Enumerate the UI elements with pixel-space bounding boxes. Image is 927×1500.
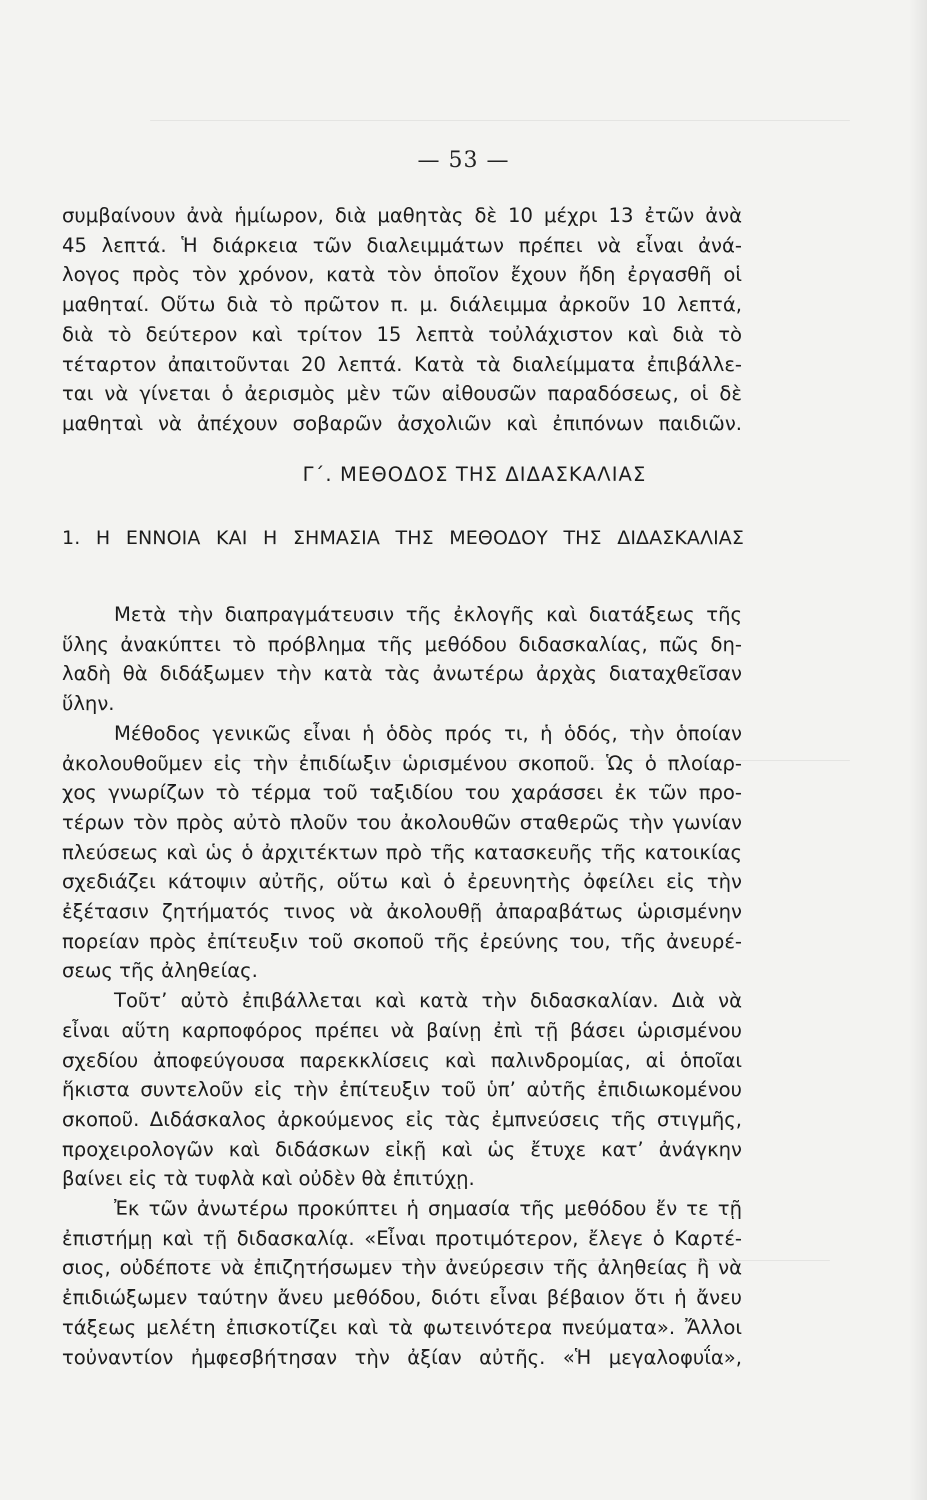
paragraph-continuation <box>62 201 742 439</box>
text-line: Ἐκ τῶν ἀνωτέρω προκύπτει ἡ σημασία τῆς μεθόδου ἔν τε τῇ <box>114 1197 742 1221</box>
text-line: τέρων τὸν πρὸς αὐτὸ πλοῦν του ἀκολουθῶν σταθερῶς τὴν γωνίαν <box>62 810 742 834</box>
text-line: Μέθοδος γενικῶς εἶναι ἡ ὁδὸς πρός τι, ἡ ὁδός, τὴν ὁποίαν <box>114 721 742 745</box>
text-line: μαθηταὶ νὰ ἀπέχουν σοβαρῶν ἀσχολιῶν καὶ ἐπιπόνων παιδιῶν. <box>62 411 742 435</box>
text-line: ἐπιδιώξωμεν ταύτην ἄνευ μεθόδου, διότι εἶναι βέβαιον ὅτι ἡ ἄνευ <box>62 1286 742 1310</box>
text-line: πορείαν πρὸς ἐπίτευξιν τοῦ σκοποῦ τῆς ἐρεύνης του, τῆς ἀνευρέ- <box>62 929 742 953</box>
bleed-through-left <box>150 120 850 121</box>
text-line: σκοποῦ. Διδάσκαλος ἀρκούμενος εἰς τὰς ἐμπνεύσεις τῆς στιγμῆς, <box>62 1107 742 1131</box>
page-edge-shadow <box>909 0 927 1500</box>
text-line: ὕλην. <box>62 692 115 716</box>
text-line: διὰ τὸ δεύτερον καὶ τρίτον 15 λεπτὰ τοὐλάχιστον καὶ διὰ τὸ <box>62 322 742 346</box>
text-line: εἶναι αὕτη καρποφόρος πρέπει νὰ βαίνῃ ἐπὶ τῇ βάσει ὡρισμένου <box>62 1018 742 1042</box>
text-line: βαίνει εἰς τὰ τυφλὰ καὶ οὐδὲν θὰ ἐπιτύχῃ. <box>62 1167 475 1191</box>
text-line: τοὐναντίον ἠμφεσβήτησαν τὴν ἀξίαν αὐτῆς. «Ἡ μεγαλοφυΐα», <box>62 1345 742 1369</box>
text-line: τάξεως μελέτη ἐπισκοτίζει καὶ τὰ φωτεινότερα πνεύματα». Ἄλλοι <box>62 1315 742 1339</box>
text-line: προχειρολογῶν καὶ διδάσκων εἰκῇ καὶ ὡς ἔτυχε κατ’ ἀνάγκην <box>62 1137 742 1161</box>
text-line: σιος, οὐδέποτε νὰ ἐπιζητήσωμεν τὴν ἀνεύρεσιν τῆς ἀληθείας ἢ νὰ <box>62 1256 742 1280</box>
text-line: τέταρτον ἀπαιτοῦνται 20 λεπτά. Κατὰ τὰ διαλείμματα ἐπιβάλλε- <box>62 352 742 376</box>
text-line: μαθηταί. Οὕτω διὰ τὸ πρῶτον π. μ. διάλειμμα ἀρκοῦν 10 λεπτά, <box>62 293 742 317</box>
text-line: Τοῦτ’ αὐτὸ ἐπιβάλλεται καὶ κατὰ τὴν διδασκαλίαν. Διὰ νὰ <box>114 989 742 1013</box>
text-line: σχεδιάζει κάτοψιν αὐτῆς, οὕτω καὶ ὁ ἐρευνητὴς ὀφείλει εἰς τὴν <box>62 870 742 894</box>
text-line: ἥκιστα συντελοῦν εἰς τὴν ἐπίτευξιν τοῦ ὑπ’ αὐτῆς ἐπιδιωκομένου <box>62 1078 742 1102</box>
text-line: ἐξέτασιν ζητήματός τινος νὰ ἀκολουθῇ ἀπαραβάτως ὡρισμένην <box>62 900 742 924</box>
text-line: 45 λεπτά. Ἡ διάρκεια τῶν διαλειμμάτων πρέπει νὰ εἶναι ἀνά- <box>62 233 742 257</box>
subsection-heading: 1. Η ΕΝΝΟΙΑ ΚΑΙ Η ΣΗΜΑΣΙΑ ΤΗΣ ΜΕΘΟΔΟΥ ΤΗΣ ΔΙΔΑΣΚΑΛΙΑΣ <box>62 527 744 549</box>
body-text <box>62 600 742 1372</box>
page-number: — 53 — <box>417 148 510 173</box>
text-line: ἀκολουθοῦμεν εἰς τὴν ἐπιδίωξιν ὡρισμένου σκοποῦ. Ὡς ὁ πλοίαρ- <box>62 751 742 775</box>
text-line: ται νὰ γίνεται ὁ ἀερισμὸς μὲν τῶν αἰθουσῶν παραδόσεως, οἱ δὲ <box>62 382 742 406</box>
text-line: ἐπιστήμῃ καὶ τῇ διδασκαλίᾳ. «Εἶναι προτιμότερον, ἔλεγε ὁ Καρτέ- <box>62 1226 742 1250</box>
section-heading: Γ΄. ΜΕΘΟΔΟΣ ΤΗΣ ΔΙΔΑΣΚΑΛΙΑΣ <box>302 463 647 486</box>
text-line: λογος πρὸς τὸν χρόνον, κατὰ τὸν ὁποῖον ἔχουν ἤδη ἐργασθῆ οἱ <box>62 263 742 287</box>
text-line: συμβαίνουν ἀνὰ ἡμίωρον, διὰ μαθητὰς δὲ 10 μέχρι 13 ἐτῶν ἀνὰ <box>62 204 742 227</box>
text-line: σχεδίου ἀποφεύγουσα παρεκκλίσεις καὶ παλινδρομίας, αἱ ὁποῖαι <box>62 1048 742 1072</box>
text-line: χος γνωρίζων τὸ τέρμα τοῦ ταξιδίου του χαράσσει ἐκ τῶν προ- <box>62 781 742 805</box>
text-line: Μετὰ τὴν διαπραγμάτευσιν τῆς ἐκλογῆς καὶ διατάξεως τῆς <box>114 603 742 626</box>
text-line: πλεύσεως καὶ ὡς ὁ ἀρχιτέκτων πρὸ τῆς κατασκευῆς τῆς κατοικίας <box>62 840 742 864</box>
text-line: σεως τῆς ἀληθείας. <box>62 959 258 983</box>
text-line: λαδὴ θὰ διδάξωμεν τὴν κατὰ τὰς ἀνωτέρω ἀρχὰς διαταχθεῖσαν <box>62 662 742 686</box>
text-line: ὕλης ἀνακύπτει τὸ πρόβλημα τῆς μεθόδου διδασκαλίας, πῶς δη- <box>62 632 742 656</box>
